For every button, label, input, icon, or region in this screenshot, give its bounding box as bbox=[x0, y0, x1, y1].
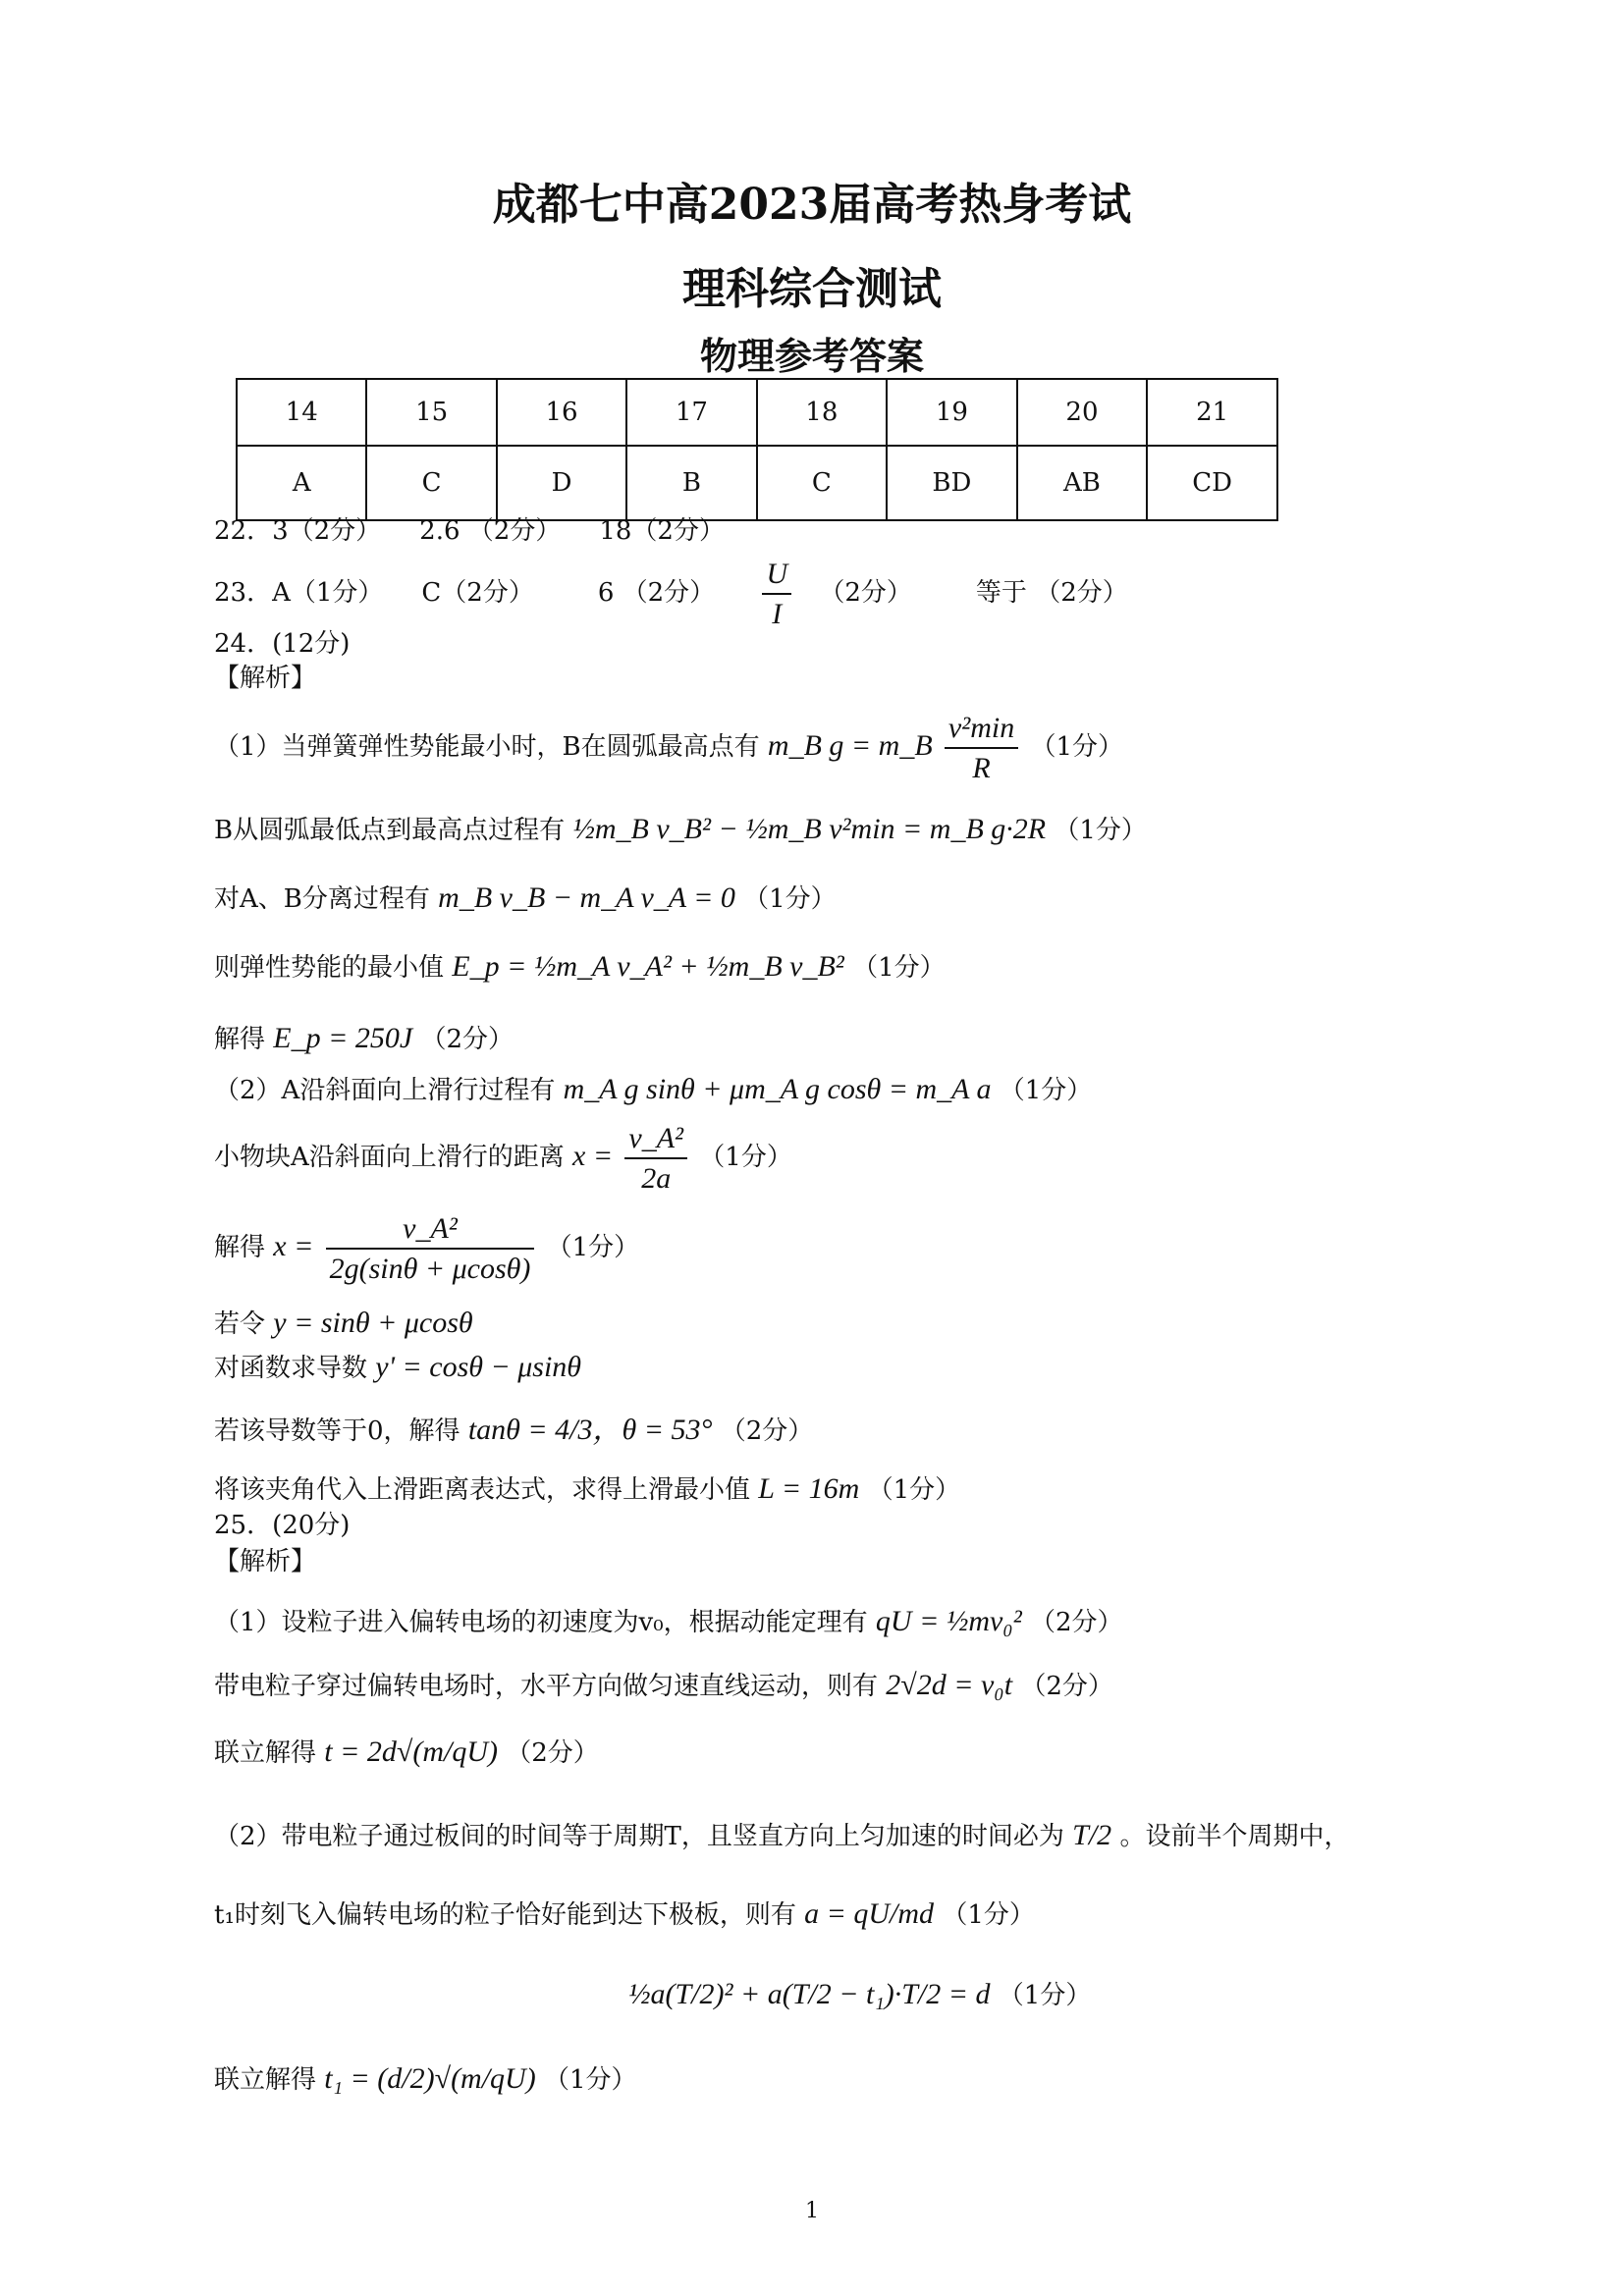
question-number-cell: 19 bbox=[887, 379, 1017, 446]
q24-l8-math: x = bbox=[273, 1230, 314, 1262]
question-number-cell: 17 bbox=[626, 379, 756, 446]
q24-l9-math: y = sinθ + μcosθ bbox=[273, 1307, 473, 1339]
q24-line6 bbox=[214, 1070, 1092, 1108]
q25-line1 bbox=[214, 1602, 1123, 1640]
q25-l5-math: a = qU/md bbox=[804, 1897, 935, 1930]
q25-l2-text: 带电粒子穿过偏转电场时，水平方向做匀速直线运动，则有 bbox=[214, 1672, 879, 1701]
q23-frac-den: I bbox=[772, 598, 783, 630]
answer-cell: BD bbox=[887, 446, 1017, 520]
q25-l4-text2: 。设前半个周期中， bbox=[1119, 1822, 1350, 1851]
q25-line3 bbox=[214, 1733, 599, 1771]
q25-l5-text: t₁时刻飞入偏转电场的粒子恰好能到达下极板，则有 bbox=[214, 1900, 796, 1930]
q25-l2-score: （2分） bbox=[1020, 1672, 1113, 1701]
q24-l8-frac-den: 2g(sinθ + μcosθ) bbox=[329, 1253, 531, 1285]
q24-l12-math: L = 16m bbox=[758, 1472, 860, 1505]
q24-line8 bbox=[214, 1209, 639, 1288]
exam-subtitle: 理科综合测试 bbox=[682, 264, 942, 314]
q24-l4-text: 则弹性势能的最小值 bbox=[214, 953, 445, 983]
q25-l7-math: t₁ = (d/2)√(m/qU) bbox=[324, 2062, 536, 2095]
q25-l7-text: 联立解得 bbox=[214, 2065, 317, 2095]
q25-l4-math: T/2 bbox=[1072, 1819, 1112, 1851]
q24-heading: 24．(12分) bbox=[214, 629, 351, 659]
q24-l5-text: 解得 bbox=[214, 1025, 266, 1054]
q24-l8-fraction bbox=[326, 1209, 535, 1288]
q25-l3-text: 联立解得 bbox=[214, 1738, 317, 1768]
q24-l6-math: m_A g sinθ + μm_A g cosθ = m_A a bbox=[563, 1073, 992, 1105]
answer-cell: D bbox=[497, 446, 626, 520]
q24-l11-math: tanθ = 4/3，θ = 53° bbox=[467, 1414, 713, 1446]
q24-l6-score: （1分） bbox=[999, 1076, 1093, 1105]
q25-l7-score: （1分） bbox=[543, 2065, 637, 2095]
answer-cell: C bbox=[366, 446, 496, 520]
q24-l8-score: （1分） bbox=[546, 1233, 640, 1262]
q23-prefix: 23．A（1分） C（2分） 6 （2分） bbox=[214, 578, 716, 608]
q24-l2-math: ½m_B v_B² − ½m_B v²min = m_B g·2R bbox=[572, 813, 1047, 845]
q24-l2-score: （1分） bbox=[1054, 816, 1147, 845]
question-number-cell: 18 bbox=[757, 379, 887, 446]
answer-key-title: 物理参考答案 bbox=[699, 334, 924, 378]
q23-answer bbox=[214, 555, 1128, 633]
q24-l11-text: 若该导数等于0，解得 bbox=[214, 1416, 460, 1446]
q24-l1-score: （1分） bbox=[1030, 732, 1124, 762]
q25-line5 bbox=[214, 1895, 1035, 1933]
page-number: 1 bbox=[805, 2199, 819, 2223]
q24-l9-text: 若令 bbox=[214, 1309, 266, 1339]
q24-l7-math: x = bbox=[572, 1140, 614, 1172]
q25-l4-text: （2）带电粒子通过板间的时间等于周期T，且竖直方向上匀加速的时间必为 bbox=[214, 1822, 1064, 1851]
q24-l3-score: （1分） bbox=[743, 884, 837, 914]
q25-l1-math: qU = ½mv₀² bbox=[875, 1605, 1022, 1637]
q23-suffix: （2分） 等于 （2分） bbox=[819, 578, 1128, 608]
q24-line9 bbox=[214, 1304, 473, 1342]
q25-line6 bbox=[628, 1975, 1091, 2013]
q25-l1-score: （2分） bbox=[1030, 1608, 1123, 1637]
question-number-cell: 21 bbox=[1147, 379, 1277, 446]
q24-l3-text: 对A、B分离过程有 bbox=[214, 884, 430, 914]
q24-line7 bbox=[214, 1119, 792, 1198]
q24-l1-fraction bbox=[945, 709, 1018, 787]
q24-l7-score: （1分） bbox=[699, 1143, 792, 1172]
q25-l5-score: （1分） bbox=[942, 1900, 1035, 1930]
q24-jiexi: 【解析】 bbox=[214, 664, 317, 693]
q24-l12-score: （1分） bbox=[867, 1475, 961, 1505]
q24-l10-math: y' = cosθ − μsinθ bbox=[375, 1351, 582, 1383]
q24-line10 bbox=[214, 1348, 581, 1386]
q24-l7-frac-den: 2a bbox=[641, 1162, 672, 1195]
q24-l2-text: B从圆弧最低点到最高点过程有 bbox=[214, 816, 566, 845]
q23-frac-num: U bbox=[762, 555, 791, 595]
q24-line1 bbox=[214, 709, 1123, 787]
q24-l7-frac-num: v_A² bbox=[624, 1119, 687, 1159]
q24-l8-frac-num: v_A² bbox=[326, 1209, 535, 1250]
q25-l3-math: t = 2d√(m/qU) bbox=[324, 1735, 498, 1768]
q24-l1-frac-num: v²min bbox=[945, 709, 1018, 749]
question-number-cell: 15 bbox=[366, 379, 496, 446]
answer-cell: C bbox=[757, 446, 887, 520]
q25-line7 bbox=[214, 2059, 637, 2098]
q25-l6-math: ½a(T/2)² + a(T/2 − t₁)·T/2 = d bbox=[628, 1978, 991, 2010]
q24-line4 bbox=[214, 947, 946, 986]
q25-line2 bbox=[214, 1666, 1113, 1704]
answer-table-answers-row bbox=[237, 446, 1277, 520]
q24-l4-score: （1分） bbox=[852, 953, 946, 983]
q24-l7-text: 小物块A沿斜面向上滑行的距离 bbox=[214, 1143, 565, 1172]
q22-answer: 22．3（2分） 2.6 （2分） 18（2分） bbox=[214, 516, 725, 546]
q24-l1-text: （1）当弹簧弹性势能最小时，B在圆弧最高点有 bbox=[214, 732, 760, 762]
q24-l1-math: m_B g = m_B bbox=[767, 729, 933, 762]
answer-cell: AB bbox=[1017, 446, 1148, 520]
q24-l4-math: E_p = ½m_A v_A² + ½m_B v_B² bbox=[452, 950, 844, 983]
answer-cell: B bbox=[626, 446, 756, 520]
q25-jiexi: 【解析】 bbox=[214, 1547, 317, 1576]
q24-l12-text: 将该夹角代入上滑距离表达式，求得上滑最小值 bbox=[214, 1475, 751, 1505]
q24-line3 bbox=[214, 879, 837, 917]
q24-l10-text: 对函数求导数 bbox=[214, 1354, 368, 1383]
q24-line5 bbox=[214, 1019, 514, 1057]
q24-l5-math: E_p = 250J bbox=[273, 1022, 413, 1054]
q25-l2-math: 2√2d = v₀t bbox=[886, 1669, 1013, 1701]
q24-l3-math: m_B v_B − m_A v_A = 0 bbox=[438, 881, 735, 914]
q25-heading: 25．(20分) bbox=[214, 1511, 351, 1540]
q24-line11 bbox=[214, 1411, 813, 1449]
answer-cell: A bbox=[237, 446, 366, 520]
question-number-cell: 20 bbox=[1017, 379, 1148, 446]
q24-l8-text: 解得 bbox=[214, 1233, 266, 1262]
q24-line2 bbox=[214, 810, 1147, 848]
answer-table-numbers-row bbox=[237, 379, 1277, 446]
q24-l1-frac-den: R bbox=[972, 752, 991, 784]
answer-table bbox=[236, 378, 1278, 521]
q25-l6-score: （1分） bbox=[998, 1981, 1092, 2010]
q25-l1-text: （1）设粒子进入偏转电场的初速度为v₀，根据动能定理有 bbox=[214, 1608, 868, 1637]
q24-l6-text: （2）A沿斜面向上滑行过程有 bbox=[214, 1076, 556, 1105]
exam-title: 成都七中高2023届高考热身考试 bbox=[492, 180, 1132, 230]
q24-l5-score: （2分） bbox=[420, 1025, 514, 1054]
question-number-cell: 14 bbox=[237, 379, 366, 446]
q25-line4 bbox=[214, 1816, 1349, 1854]
q23-fraction bbox=[762, 555, 791, 633]
q24-l11-score: （2分） bbox=[720, 1416, 814, 1446]
q24-l7-fraction bbox=[624, 1119, 687, 1198]
question-number-cell: 16 bbox=[497, 379, 626, 446]
answer-cell: CD bbox=[1147, 446, 1277, 520]
q25-l3-score: （2分） bbox=[506, 1738, 599, 1768]
q24-line12 bbox=[214, 1469, 960, 1508]
